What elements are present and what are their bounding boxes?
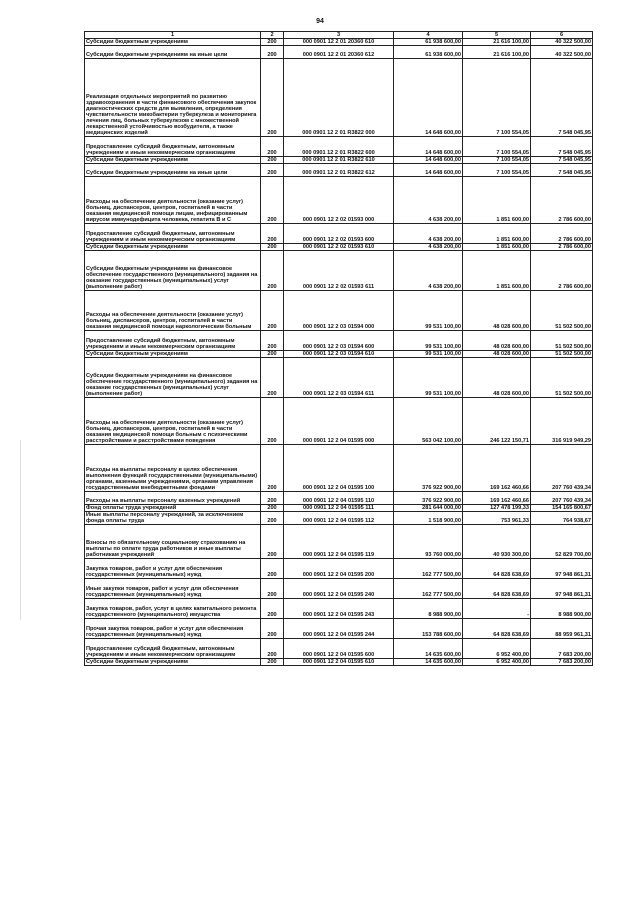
row-name: Субсидии бюджетным учреждениям на финансовое обеспечение государственного (муниципального) задания на оказание государственных (муниципальных) услуг (выполнение работ) bbox=[85, 358, 261, 398]
row-amount-remaining: 764 938,67 bbox=[531, 512, 593, 525]
row-amount-executed: 48 028 600,00 bbox=[463, 351, 531, 358]
row-amount-executed: 127 478 199,33 bbox=[463, 505, 531, 512]
row-name: Расходы на обеспечение деятельности (оказание услуг) больниц, диспансеров, центров, госпиталей в части оказания медицинской помощи лицам, инфицированным вирусом иммунодефицита человека, гепатита В и С bbox=[85, 177, 261, 224]
row-amount-executed: 64 828 638,69 bbox=[463, 619, 531, 639]
row-name: Субсидии бюджетным учреждениям на иные цели bbox=[85, 46, 261, 59]
row-amount-executed: 7 100 554,05 bbox=[463, 157, 531, 164]
row-kbk: 000 0901 12 2 04 01595 100 bbox=[284, 445, 394, 492]
row-name: Субсидии бюджетным учреждениям bbox=[85, 351, 261, 358]
table-row bbox=[85, 137, 593, 157]
row-amount-executed: 1 851 600,00 bbox=[463, 224, 531, 244]
row-code: 200 bbox=[261, 39, 284, 46]
row-amount-executed: 169 162 460,66 bbox=[463, 445, 531, 492]
table-row bbox=[85, 251, 593, 291]
row-amount-executed: 64 828 638,69 bbox=[463, 579, 531, 599]
row-kbk: 000 0901 12 2 04 01595 610 bbox=[284, 659, 394, 666]
row-kbk: 000 0901 12 2 02 01593 600 bbox=[284, 224, 394, 244]
row-amount-plan: 14 648 600,00 bbox=[394, 164, 463, 177]
row-amount-remaining: 51 502 500,00 bbox=[531, 358, 593, 398]
table-row bbox=[85, 177, 593, 224]
row-name: Субсидии бюджетным учреждениям bbox=[85, 659, 261, 666]
row-name: Субсидии бюджетным учреждениям bbox=[85, 39, 261, 46]
row-amount-executed: 48 028 600,00 bbox=[463, 291, 531, 331]
row-code: 200 bbox=[261, 579, 284, 599]
row-amount-plan: 14 648 600,00 bbox=[394, 59, 463, 137]
row-kbk: 000 0901 12 2 04 01595 243 bbox=[284, 599, 394, 619]
row-amount-executed: 246 122 150,71 bbox=[463, 398, 531, 445]
row-amount-plan: 14 635 600,00 bbox=[394, 659, 463, 666]
table-row bbox=[85, 579, 593, 599]
row-code: 200 bbox=[261, 291, 284, 331]
row-kbk: 000 0901 12 2 03 01594 000 bbox=[284, 291, 394, 331]
row-kbk: 000 0901 12 2 02 01593 000 bbox=[284, 177, 394, 224]
row-amount-executed: 64 828 638,69 bbox=[463, 559, 531, 579]
row-amount-remaining: 97 948 861,31 bbox=[531, 559, 593, 579]
row-code: 200 bbox=[261, 351, 284, 358]
table-row bbox=[85, 244, 593, 251]
row-amount-executed: 6 952 400,00 bbox=[463, 639, 531, 659]
row-code: 200 bbox=[261, 505, 284, 512]
header-row bbox=[85, 32, 593, 39]
row-name: Субсидии бюджетным учреждениям bbox=[85, 244, 261, 251]
row-amount-executed: 169 162 460,66 bbox=[463, 492, 531, 505]
row-name: Предоставление субсидий бюджетным, автономным учреждениям и иным некоммерческим организациям bbox=[85, 331, 261, 351]
row-amount-executed: 6 952 400,00 bbox=[463, 659, 531, 666]
row-amount-remaining: 51 502 500,00 bbox=[531, 351, 593, 358]
row-amount-plan: 4 638 200,00 bbox=[394, 244, 463, 251]
row-kbk: 000 0901 12 2 01 R3822 600 bbox=[284, 137, 394, 157]
table-row bbox=[85, 619, 593, 639]
row-name: Предоставление субсидий бюджетным, автономным учреждениям и иным некоммерческим организациям bbox=[85, 639, 261, 659]
row-name: Закупка товаров, работ, услуг в целях капитального ремонта государственного (муниципального) имущества bbox=[85, 599, 261, 619]
row-amount-remaining: 7 548 045,95 bbox=[531, 164, 593, 177]
table-row bbox=[85, 164, 593, 177]
row-amount-executed: 7 100 554,05 bbox=[463, 164, 531, 177]
header-col-5: 5 bbox=[463, 32, 531, 39]
row-code: 200 bbox=[261, 157, 284, 164]
row-amount-plan: 8 988 900,00 bbox=[394, 599, 463, 619]
row-kbk: 000 0901 12 2 04 01595 600 bbox=[284, 639, 394, 659]
row-amount-remaining: 7 548 045,95 bbox=[531, 137, 593, 157]
row-code: 200 bbox=[261, 619, 284, 639]
row-code: 200 bbox=[261, 525, 284, 559]
row-amount-remaining: 52 829 700,00 bbox=[531, 525, 593, 559]
row-amount-plan: 4 638 200,00 bbox=[394, 251, 463, 291]
row-code: 200 bbox=[261, 177, 284, 224]
row-kbk: 000 0901 12 2 04 01595 112 bbox=[284, 512, 394, 525]
table-row bbox=[85, 525, 593, 559]
row-amount-remaining: 316 919 949,29 bbox=[531, 398, 593, 445]
row-amount-remaining: 2 786 600,00 bbox=[531, 244, 593, 251]
row-name: Расходы на выплаты персоналу казенных учреждений bbox=[85, 492, 261, 505]
row-kbk: 000 0901 12 2 01 20360 610 bbox=[284, 39, 394, 46]
row-kbk: 000 0901 12 2 03 01594 600 bbox=[284, 331, 394, 351]
table-row bbox=[85, 46, 593, 59]
row-amount-plan: 14 648 600,00 bbox=[394, 137, 463, 157]
row-kbk: 000 0901 12 2 01 R3822 612 bbox=[284, 164, 394, 177]
row-amount-executed: 48 028 600,00 bbox=[463, 358, 531, 398]
row-kbk: 000 0901 12 2 03 01594 610 bbox=[284, 351, 394, 358]
row-name: Закупка товаров, работ и услуг для обеспечения государственных (муниципальных) нужд bbox=[85, 559, 261, 579]
row-kbk: 000 0901 12 2 01 R3822 000 bbox=[284, 59, 394, 137]
row-amount-executed: 7 100 554,05 bbox=[463, 137, 531, 157]
table-row bbox=[85, 351, 593, 358]
table-row bbox=[85, 559, 593, 579]
table-row bbox=[85, 398, 593, 445]
budget-table bbox=[84, 31, 593, 666]
table-row bbox=[85, 358, 593, 398]
row-kbk: 000 0901 12 2 04 01595 000 bbox=[284, 398, 394, 445]
row-kbk: 000 0901 12 2 04 01595 110 bbox=[284, 492, 394, 505]
row-amount-plan: 162 777 500,00 bbox=[394, 559, 463, 579]
row-code: 200 bbox=[261, 251, 284, 291]
table-row bbox=[85, 505, 593, 512]
row-amount-remaining: 2 786 600,00 bbox=[531, 177, 593, 224]
page-number: 94 bbox=[316, 18, 324, 25]
row-kbk: 000 0901 12 2 03 01594 611 bbox=[284, 358, 394, 398]
row-amount-remaining: 97 948 861,31 bbox=[531, 579, 593, 599]
row-amount-plan: 4 638 200,00 bbox=[394, 177, 463, 224]
row-amount-executed: 1 851 600,00 bbox=[463, 177, 531, 224]
row-amount-plan: 93 760 000,00 bbox=[394, 525, 463, 559]
row-amount-remaining: 2 786 600,00 bbox=[531, 224, 593, 244]
row-amount-remaining: 154 165 800,67 bbox=[531, 505, 593, 512]
header-col-3: 3 bbox=[284, 32, 394, 39]
row-amount-remaining: 2 786 600,00 bbox=[531, 251, 593, 291]
row-amount-executed: 753 961,33 bbox=[463, 512, 531, 525]
table-row bbox=[85, 331, 593, 351]
row-name: Расходы на обеспечение деятельности (оказание услуг) больниц, диспансеров, центров, госпиталей в части оказания медицинской помощи наркологическим больным bbox=[85, 291, 261, 331]
row-name: Взносы по обязательному социальному страхованию на выплаты по оплате труда работников и иные выплаты работникам учреждений bbox=[85, 525, 261, 559]
row-code: 200 bbox=[261, 137, 284, 157]
row-amount-plan: 4 638 200,00 bbox=[394, 224, 463, 244]
row-amount-plan: 1 518 900,00 bbox=[394, 512, 463, 525]
row-amount-executed: 21 616 100,00 bbox=[463, 39, 531, 46]
row-code: 200 bbox=[261, 445, 284, 492]
row-kbk: 000 0901 12 2 02 01593 610 bbox=[284, 244, 394, 251]
table-row bbox=[85, 512, 593, 525]
row-kbk: 000 0901 12 2 04 01595 119 bbox=[284, 525, 394, 559]
row-amount-executed: 40 930 300,00 bbox=[463, 525, 531, 559]
row-amount-remaining: 207 760 439,34 bbox=[531, 445, 593, 492]
row-name: Расходы на обеспечение деятельности (оказание услуг) больниц, диспансеров, центров, госпиталей в части оказания медицинской помощи больным с психическими расстройствами и расстройствами поведения bbox=[85, 398, 261, 445]
row-code: 200 bbox=[261, 59, 284, 137]
table-row bbox=[85, 445, 593, 492]
row-amount-remaining: 51 502 500,00 bbox=[531, 331, 593, 351]
header-col-1: 1 bbox=[85, 32, 261, 39]
row-amount-plan: 99 531 100,00 bbox=[394, 358, 463, 398]
row-amount-executed: 7 100 554,05 bbox=[463, 59, 531, 137]
row-amount-executed: 21 616 100,00 bbox=[463, 46, 531, 59]
row-amount-remaining: 207 760 439,34 bbox=[531, 492, 593, 505]
row-name: Реализация отдельных мероприятий по развитию здравоохранения в части финансового обеспечения закупок диагностических средств для выявления, определения чувствительности микобактерии туберкулеза и мониторинга лечения лиц, больных туберкулезом с множественной лекарственной устойчивостью возбудителя, а также медицинских изделий bbox=[85, 59, 261, 137]
row-name: Иные выплаты персоналу учреждений, за исключением фонда оплаты труда bbox=[85, 512, 261, 525]
row-code: 200 bbox=[261, 512, 284, 525]
row-amount-executed: - bbox=[463, 599, 531, 619]
row-amount-plan: 376 922 900,00 bbox=[394, 445, 463, 492]
row-amount-remaining: 88 959 961,31 bbox=[531, 619, 593, 639]
table-row bbox=[85, 291, 593, 331]
row-amount-executed: 1 851 600,00 bbox=[463, 244, 531, 251]
row-amount-plan: 376 922 900,00 bbox=[394, 492, 463, 505]
row-kbk: 000 0901 12 2 02 01593 611 bbox=[284, 251, 394, 291]
row-amount-remaining: 7 548 045,95 bbox=[531, 59, 593, 137]
row-name: Субсидии бюджетным учреждениям на финансовое обеспечение государственного (муниципального) задания на оказание государственных (муниципальных) услуг (выполнение работ) bbox=[85, 251, 261, 291]
row-name: Субсидии бюджетным учреждениям на иные цели bbox=[85, 164, 261, 177]
row-code: 200 bbox=[261, 244, 284, 251]
row-amount-plan: 281 644 000,00 bbox=[394, 505, 463, 512]
row-kbk: 000 0901 12 2 01 R3822 610 bbox=[284, 157, 394, 164]
table-row bbox=[85, 39, 593, 46]
row-amount-plan: 153 788 600,00 bbox=[394, 619, 463, 639]
table-row bbox=[85, 59, 593, 137]
row-kbk: 000 0901 12 2 04 01595 111 bbox=[284, 505, 394, 512]
row-code: 200 bbox=[261, 358, 284, 398]
row-amount-plan: 563 042 100,00 bbox=[394, 398, 463, 445]
row-code: 200 bbox=[261, 639, 284, 659]
row-code: 200 bbox=[261, 398, 284, 445]
row-name: Фонд оплаты труда учреждений bbox=[85, 505, 261, 512]
scan-margin-line bbox=[20, 440, 21, 620]
table-row bbox=[85, 157, 593, 164]
row-kbk: 000 0901 12 2 04 01595 244 bbox=[284, 619, 394, 639]
header-col-4: 4 bbox=[394, 32, 463, 39]
row-name: Расходы на выплаты персоналу в целях обеспечения выполнения функций государственными (муниципальными) органами, казенными учреждениями, органами управления государственными внебюджетными фондами bbox=[85, 445, 261, 492]
row-code: 200 bbox=[261, 224, 284, 244]
table-row bbox=[85, 639, 593, 659]
row-code: 200 bbox=[261, 659, 284, 666]
table-row bbox=[85, 492, 593, 505]
row-amount-plan: 61 938 600,00 bbox=[394, 46, 463, 59]
row-kbk: 000 0901 12 2 04 01595 200 bbox=[284, 559, 394, 579]
row-name: Иные закупки товаров, работ и услуг для обеспечения государственных (муниципальных) нужд bbox=[85, 579, 261, 599]
table-row bbox=[85, 224, 593, 244]
row-amount-plan: 162 777 500,00 bbox=[394, 579, 463, 599]
row-code: 200 bbox=[261, 46, 284, 59]
row-amount-remaining: 7 683 200,00 bbox=[531, 639, 593, 659]
row-code: 200 bbox=[261, 164, 284, 177]
row-amount-executed: 48 028 600,00 bbox=[463, 331, 531, 351]
row-amount-remaining: 8 988 900,00 bbox=[531, 599, 593, 619]
row-amount-executed: 1 851 600,00 bbox=[463, 251, 531, 291]
row-code: 200 bbox=[261, 492, 284, 505]
row-amount-remaining: 40 322 500,00 bbox=[531, 39, 593, 46]
row-code: 200 bbox=[261, 599, 284, 619]
row-amount-remaining: 51 502 500,00 bbox=[531, 291, 593, 331]
row-kbk: 000 0901 12 2 01 20360 612 bbox=[284, 46, 394, 59]
row-amount-plan: 14 648 600,00 bbox=[394, 157, 463, 164]
row-name: Предоставление субсидий бюджетным, автономным учреждениям и иным некоммерческим организациям bbox=[85, 224, 261, 244]
row-code: 200 bbox=[261, 331, 284, 351]
row-amount-plan: 14 635 600,00 bbox=[394, 639, 463, 659]
row-amount-plan: 99 531 100,00 bbox=[394, 291, 463, 331]
row-amount-remaining: 40 322 500,00 bbox=[531, 46, 593, 59]
table-row bbox=[85, 659, 593, 666]
header-col-2: 2 bbox=[261, 32, 284, 39]
row-name: Предоставление субсидий бюджетным, автономным учреждениям и иным некоммерческим организациям bbox=[85, 137, 261, 157]
row-amount-remaining: 7 683 200,00 bbox=[531, 659, 593, 666]
row-name: Прочая закупка товаров, работ и услуг для обеспечения государственных (муниципальных) нужд bbox=[85, 619, 261, 639]
row-name: Субсидии бюджетным учреждениям bbox=[85, 157, 261, 164]
row-amount-plan: 99 531 100,00 bbox=[394, 351, 463, 358]
row-amount-remaining: 7 548 045,95 bbox=[531, 157, 593, 164]
row-code: 200 bbox=[261, 559, 284, 579]
table-body bbox=[85, 39, 593, 666]
header-col-6: 6 bbox=[531, 32, 593, 39]
table-row bbox=[85, 599, 593, 619]
row-amount-plan: 99 531 100,00 bbox=[394, 331, 463, 351]
row-kbk: 000 0901 12 2 04 01595 240 bbox=[284, 579, 394, 599]
row-amount-plan: 61 938 600,00 bbox=[394, 39, 463, 46]
